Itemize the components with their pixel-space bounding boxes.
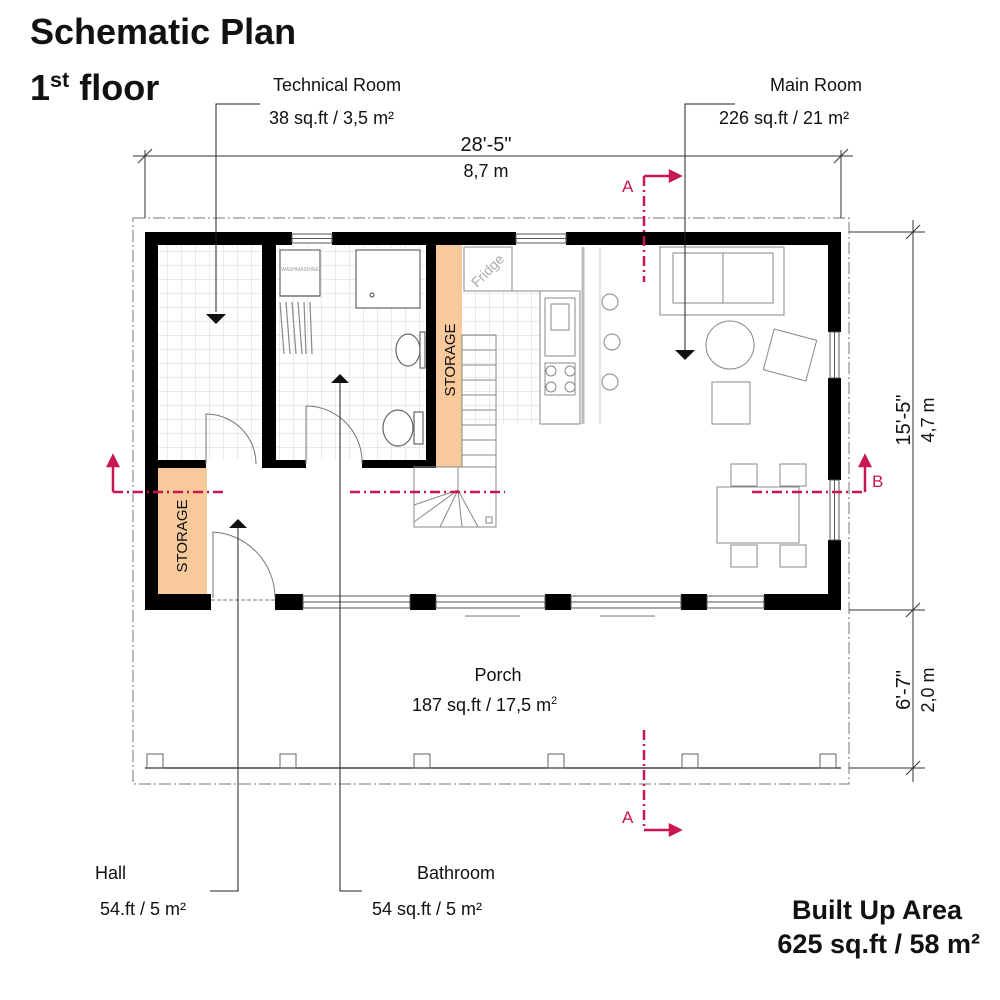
main-room-area: 226 sq.ft / 21 m²: [719, 108, 850, 128]
section-a-bottom-label: A: [622, 808, 634, 827]
sink: [396, 334, 420, 366]
leader-lines: [210, 104, 735, 891]
storage-left-label: STORAGE: [174, 499, 191, 573]
porch-ft-label: 6'-7": [893, 670, 915, 710]
technical-room-name: Technical Room: [273, 75, 402, 95]
sofa: [660, 247, 784, 315]
porch-area-value: 187 sq.ft / 17,5 m: [412, 695, 552, 715]
dining-table: [717, 487, 799, 543]
living-furniture: [660, 247, 817, 567]
width-m-label: 8,7 m: [463, 161, 509, 181]
bathroom-name: Bathroom: [417, 863, 496, 883]
hall-name: Hall: [95, 863, 127, 883]
built-up-label: Built Up Area: [791, 895, 962, 925]
floor-word: floor: [69, 67, 160, 108]
plan-title: Schematic Plan: [30, 11, 297, 52]
storage-top-label: STORAGE: [442, 323, 459, 397]
bathroom-area: 54 sq.ft / 5 m²: [372, 899, 483, 919]
porch-name: Porch: [474, 665, 522, 685]
toilet: [383, 410, 413, 446]
depth-ft-label: 15'-5": [893, 394, 915, 446]
section-b-label: B: [872, 472, 884, 491]
washing-machine: [280, 250, 320, 296]
fridge-label: Fridge: [467, 250, 508, 291]
technical-room-area: 38 sq.ft / 3,5 m²: [269, 108, 395, 128]
depth-m-label: 4,7 m: [918, 397, 938, 443]
washer-label: WASHMASHINE: [281, 267, 319, 273]
main-room-name: Main Room: [770, 75, 863, 95]
porch-m-label: 2,0 m: [918, 667, 938, 713]
porch-area-unit-sup: 2: [551, 695, 558, 707]
porch-area: [412, 690, 557, 716]
built-up-area: 625 sq.ft / 58 m²: [777, 929, 980, 959]
hall-area: 54.ft / 5 m²: [100, 899, 187, 919]
floor-title: [30, 60, 159, 108]
round-table: [706, 321, 754, 369]
porch-posts: [145, 754, 841, 768]
shower: [356, 250, 420, 308]
floor-ordinal: st: [50, 67, 70, 92]
width-ft-label: 28'-5": [460, 134, 512, 156]
floor-number: 1: [30, 67, 51, 108]
section-a-top-label: A: [622, 177, 634, 196]
